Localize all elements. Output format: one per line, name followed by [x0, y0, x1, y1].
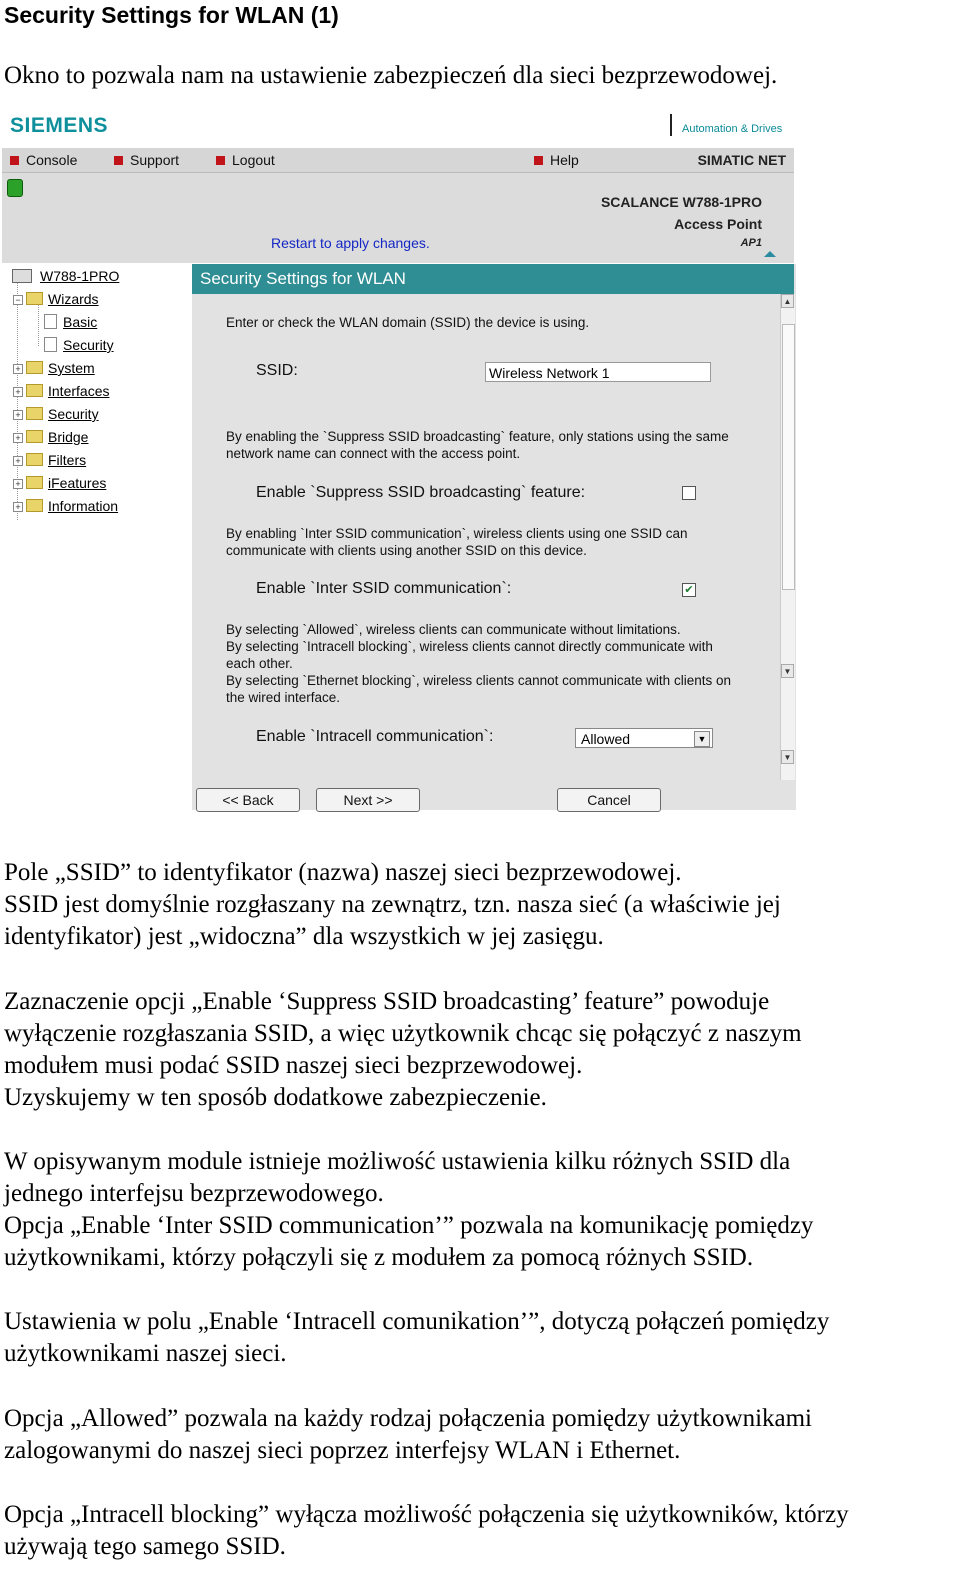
paragraph-intracell-blocking: Opcja „Intracell blocking” wyłącza możliwość połączenia się użytkowników, którzy używają tego samego SSID. — [4, 1501, 849, 1560]
paragraph-inter-ssid: W opisywanym module istnieje możliwość ustawienia kilku różnych SSID dla jednego interfejsu bezprzewodowego. Opcja „Enable ‘Inter SSID communication’” pozwala na komunikację pomiędzy użytkownikami, którzy połączyli się z modułem za pomocą różnych SSID. — [4, 1148, 814, 1271]
folder-icon — [26, 361, 43, 374]
suppress-description: By enabling the `Suppress SSID broadcasting` feature, only stations using the same network name can connect with the access point. — [226, 429, 729, 461]
expand-icon[interactable]: + — [13, 364, 23, 374]
inter-ssid-checkbox[interactable]: ✔ — [682, 583, 696, 597]
device-model: SCALANCE W788-1PRO — [600, 194, 762, 210]
inter-ssid-description: By enabling `Inter SSID communication`, wireless clients using one SSID can communicate with clients using another SSID on this device. — [226, 526, 688, 558]
tree-item-filters[interactable]: Filters — [26, 452, 86, 468]
panel-title: Security Settings for WLAN — [192, 264, 794, 294]
expand-icon[interactable]: + — [13, 410, 23, 420]
bullet-icon — [10, 156, 19, 165]
ssid-input[interactable]: Wireless Network 1 — [485, 362, 711, 382]
suppress-ssid-checkbox[interactable] — [682, 486, 696, 500]
screenshot-frame — [2, 110, 800, 820]
tree-item-wizard-security[interactable]: Security — [44, 337, 114, 353]
menu-console[interactable]: Console — [10, 152, 77, 168]
page-icon — [44, 337, 57, 352]
scroll-down-icon[interactable]: ▼ — [781, 664, 794, 678]
tree-item-interfaces[interactable]: Interfaces — [26, 383, 109, 399]
menu-bar — [2, 148, 794, 173]
collapse-arrow-icon[interactable] — [764, 251, 776, 257]
intracell-description: By selecting `Allowed`, wireless clients can communicate without limitations. By selecting `Intracell blocking`, wireless clients cannot directly communicate with each other. By selecting `Ethernet blocking`, wireless clients cannot communicate with clients on the wired interface. — [226, 622, 731, 705]
intracell-select[interactable]: Allowed ▼ — [575, 728, 713, 748]
menu-help[interactable]: Help — [534, 152, 579, 168]
bullet-icon — [534, 156, 543, 165]
paragraph-intracell: Ustawienia w polu „Enable ‘Intracell comunikation’”, dotyczą połączeń pomiędzy użytkownikami naszej sieci. — [4, 1308, 830, 1367]
bullet-icon — [216, 156, 225, 165]
ssid-label: SSID: — [256, 362, 298, 379]
ssid-instruction: Enter or check the WLAN domain (SSID) the device is using. — [226, 315, 590, 330]
scroll-thumb[interactable] — [782, 324, 795, 590]
folder-icon — [26, 430, 43, 443]
folder-icon — [26, 407, 43, 420]
folder-icon — [26, 292, 43, 305]
device-icon — [12, 269, 32, 283]
expand-icon[interactable]: + — [13, 387, 23, 397]
panel-scrollbar[interactable] — [780, 294, 795, 780]
device-info — [601, 191, 762, 251]
tree-item-bridge[interactable]: Bridge — [26, 429, 88, 445]
intracell-label: Enable `Intracell communication`: — [256, 728, 494, 745]
scroll-up-icon[interactable]: ▲ — [781, 294, 794, 308]
tree-item-information[interactable]: Information — [26, 498, 118, 514]
paragraph-allowed: Opcja „Allowed” pozwala na każdy rodzaj połączenia pomiędzy użytkownikami zalogowanymi do naszej sieci poprzez interfejsy WLAN i Ethernet. — [4, 1405, 813, 1464]
menu-support[interactable]: Support — [114, 152, 179, 168]
expand-icon[interactable]: + — [13, 479, 23, 489]
folder-icon — [26, 476, 43, 489]
bullet-icon — [114, 156, 123, 165]
scroll-down-icon[interactable]: ▼ — [781, 750, 794, 764]
brand-tagline: Automation & Drives — [682, 123, 783, 135]
back-button[interactable]: << Back — [196, 788, 300, 812]
restart-notice[interactable]: Restart to apply changes. — [271, 235, 430, 251]
expand-icon[interactable]: + — [13, 433, 23, 443]
page-icon — [44, 314, 57, 329]
navigation-tree — [2, 264, 190, 814]
status-led-icon — [7, 179, 23, 197]
tree-item-ifeatures[interactable]: iFeatures — [26, 475, 106, 491]
paragraph-ssid: Pole „SSID” to identyfikator (nazwa) naszej sieci bezprzewodowej. SSID jest domyślnie rozgłaszany na zewnątrz, tzn. nasza sieć (a właściwie jej identyfikator) jest „widoczna” dla wszystkich w jej zasięgu. — [4, 859, 781, 950]
brand-separator — [670, 114, 672, 136]
tree-root-device[interactable]: W788-1PRO — [12, 268, 119, 284]
tree-item-wizards[interactable]: Wizards — [26, 291, 99, 307]
next-button[interactable]: Next >> — [316, 788, 420, 812]
paragraph-suppress: Zaznaczenie opcji „Enable ‘Suppress SSID broadcasting’ feature” powoduje wyłączenie rozgłaszania SSID, a więc użytkownik chcąc się połączyć z naszym modułem musi podać SSID naszej sieci bezprzewodowej. Uzyskujemy w ten sposób dodatkowe zabezpieczenie. — [4, 988, 802, 1111]
menu-logout[interactable]: Logout — [216, 152, 275, 168]
settings-panel — [192, 264, 796, 810]
simatic-net-label: SIMATIC NET — [697, 152, 786, 168]
expand-icon[interactable]: + — [13, 502, 23, 512]
chevron-down-icon: ▼ — [694, 731, 710, 747]
cancel-button[interactable]: Cancel — [557, 788, 661, 812]
siemens-logo: SIEMENS — [10, 114, 109, 137]
folder-icon — [26, 384, 43, 397]
expand-icon[interactable]: + — [13, 456, 23, 466]
folder-icon — [26, 453, 43, 466]
suppress-ssid-label: Enable `Suppress SSID broadcasting` feature: — [256, 484, 586, 501]
tree-item-basic[interactable]: Basic — [44, 314, 97, 330]
folder-icon — [26, 499, 43, 512]
inter-ssid-label: Enable `Inter SSID communication`: — [256, 580, 512, 597]
collapse-icon[interactable]: − — [13, 295, 23, 305]
brand-row — [2, 110, 800, 146]
intro-text: Okno to pozwala nam na ustawienie zabezpieczeń dla sieci bezprzewodowej. — [4, 62, 778, 89]
tree-guide — [38, 302, 39, 346]
document-title: Security Settings for WLAN (1) — [4, 2, 339, 28]
tree-item-security[interactable]: Security — [26, 406, 99, 422]
device-tag: AP1 — [740, 237, 762, 249]
tree-item-system[interactable]: System — [26, 360, 95, 376]
device-role: Access Point — [674, 216, 762, 232]
